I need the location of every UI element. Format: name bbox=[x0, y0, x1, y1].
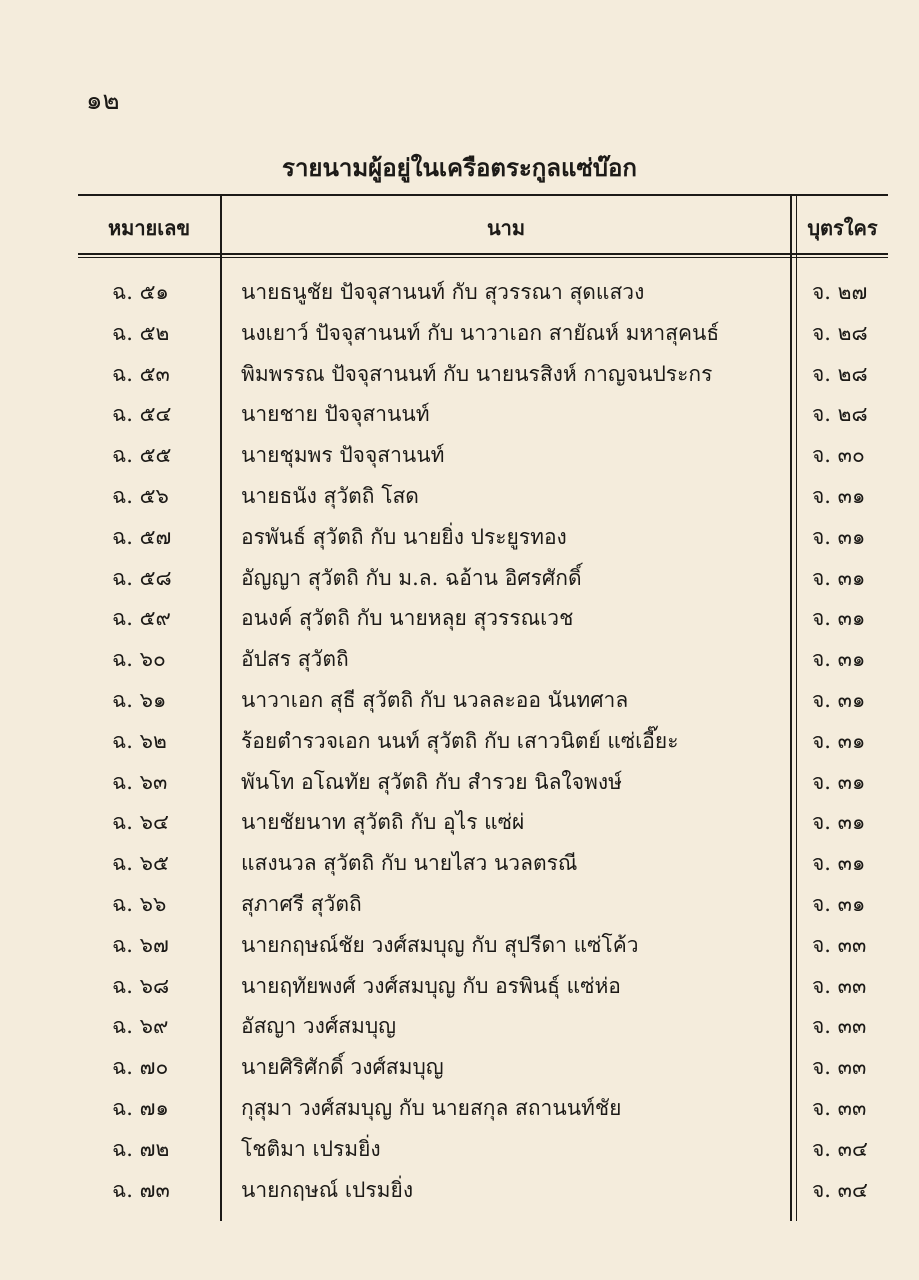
row-parent: จ. ๓๓ bbox=[812, 1014, 867, 1039]
row-code: ฉ. ๗๓ bbox=[112, 1177, 170, 1202]
row-parent: จ. ๓๑ bbox=[812, 524, 866, 549]
row-parent: จ. ๓๓ bbox=[812, 932, 867, 957]
row-code: ฉ. ๖๕ bbox=[112, 851, 169, 876]
row-name: พิมพรรณ ปัจจุสานนท์ กับ นายนรสิงห์ กาญจนประกร bbox=[241, 361, 713, 386]
table-header-rule-secondary bbox=[78, 257, 888, 258]
table-row bbox=[0, 1088, 919, 1129]
row-name: นายกฤษณ์ เปรมยิ่ง bbox=[241, 1177, 414, 1202]
table-row bbox=[0, 884, 919, 925]
row-name: นายธนูชัย ปัจจุสานนท์ กับ สุวรรณา สุดแสวง bbox=[241, 280, 645, 304]
table-body bbox=[0, 272, 919, 1210]
row-name: นายชัยนาท สุวัตถิ กับ อุไร แซ่ผ่ bbox=[241, 810, 525, 835]
row-code: ฉ. ๗๒ bbox=[112, 1136, 170, 1161]
table-row bbox=[0, 476, 919, 517]
table-row bbox=[0, 843, 919, 884]
row-parent: จ. ๒๘ bbox=[812, 320, 868, 345]
row-name: สุภาศรี สุวัตถิ bbox=[241, 891, 362, 916]
row-parent: จ. ๓๑ bbox=[812, 810, 866, 835]
row-code: ฉ. ๕๑ bbox=[112, 280, 169, 304]
row-name: นายกฤษณ์ชัย วงศ์สมบุญ กับ สุปรีดา แซ่โค้ว bbox=[241, 932, 639, 957]
row-parent: จ. ๓๐ bbox=[812, 443, 865, 468]
table-row bbox=[0, 1170, 919, 1211]
row-parent: จ. ๓๑ bbox=[812, 565, 866, 590]
row-name: อัปสร สุวัตถิ bbox=[241, 647, 349, 672]
row-code: ฉ. ๖๖ bbox=[112, 891, 167, 916]
row-parent: จ. ๒๘ bbox=[812, 402, 868, 427]
row-name: โชติมา เปรมยิ่ง bbox=[241, 1136, 381, 1161]
row-parent: จ. ๓๔ bbox=[812, 1136, 868, 1161]
table-row bbox=[0, 272, 919, 313]
row-parent: จ. ๓๓ bbox=[812, 1095, 867, 1120]
row-name: นาวาเอก สุธี สุวัตถิ กับ นวลละออ นันทศาล bbox=[241, 687, 629, 712]
row-name: นายธนัง สุวัตถิ โสด bbox=[241, 483, 419, 508]
row-code: ฉ. ๕๒ bbox=[112, 320, 170, 345]
page-title: รายนามผู้อยู่ในเครือตระกูลแซ่บ๊อก bbox=[282, 153, 637, 182]
table-row bbox=[0, 558, 919, 599]
row-code: ฉ. ๖๘ bbox=[112, 973, 170, 998]
row-parent: จ. ๓๑ bbox=[812, 687, 866, 712]
column-header-code: หมายเลข bbox=[107, 216, 191, 240]
row-name: แสงนวล สุวัตถิ กับ นายไสว นวลตรณี bbox=[241, 851, 578, 876]
table-row bbox=[0, 680, 919, 721]
table-row bbox=[0, 639, 919, 680]
row-parent: จ. ๓๔ bbox=[812, 1177, 868, 1202]
table-row bbox=[0, 1006, 919, 1047]
row-code: ฉ. ๕๘ bbox=[112, 565, 172, 590]
row-parent: จ. ๓๑ bbox=[812, 851, 866, 876]
row-name: นายชุมพร ปัจจุสานนท์ bbox=[241, 443, 445, 468]
row-parent: จ. ๓๓ bbox=[812, 973, 867, 998]
row-parent: จ. ๒๘ bbox=[812, 361, 868, 386]
table-row bbox=[0, 1047, 919, 1088]
table-row bbox=[0, 966, 919, 1007]
page-number: ๑๒ bbox=[86, 86, 120, 116]
row-code: ฉ. ๕๓ bbox=[112, 361, 170, 386]
row-name: อรพันธ์ สุวัตถิ กับ นายยิ่ง ประยูรทอง bbox=[241, 524, 567, 549]
table-row bbox=[0, 762, 919, 803]
row-code: ฉ. ๗๑ bbox=[112, 1095, 169, 1120]
row-name: นายศิริศักดิ์ วงศ์สมบุญ bbox=[241, 1055, 444, 1080]
table-row bbox=[0, 313, 919, 354]
table-header-rule bbox=[78, 253, 888, 255]
row-parent: จ. ๓๑ bbox=[812, 606, 866, 631]
row-parent: จ. ๓๑ bbox=[812, 728, 866, 753]
row-name: อัสญา วงศ์สมบุญ bbox=[241, 1014, 397, 1039]
row-code: ฉ. ๖๗ bbox=[112, 932, 169, 957]
row-name: อัญญา สุวัตถิ กับ ม.ล. ฉอ้าน อิศรศักดิ์ bbox=[241, 565, 582, 590]
table-row bbox=[0, 354, 919, 395]
row-parent: จ. ๓๑ bbox=[812, 769, 866, 794]
row-name: นายชาย ปัจจุสานนท์ bbox=[241, 402, 430, 427]
row-parent: จ. ๒๗ bbox=[812, 280, 868, 304]
row-name: นายฤทัยพงศ์ วงศ์สมบุญ กับ อรพินธุ์ แซ่ห่อ bbox=[241, 973, 621, 998]
table-row bbox=[0, 1129, 919, 1170]
table-row bbox=[0, 802, 919, 843]
table-row bbox=[0, 517, 919, 558]
row-code: ฉ. ๕๔ bbox=[112, 402, 172, 427]
row-parent: จ. ๓๑ bbox=[812, 483, 866, 508]
row-code: ฉ. ๖๓ bbox=[112, 769, 168, 794]
row-code: ฉ. ๖๔ bbox=[112, 810, 169, 835]
row-name: อนงค์ สุวัตถิ กับ นายหลุย สุวรรณเวช bbox=[241, 606, 574, 631]
row-parent: จ. ๓๑ bbox=[812, 891, 866, 916]
row-code: ฉ. ๕๕ bbox=[112, 443, 172, 468]
row-code: ฉ. ๖๐ bbox=[112, 647, 166, 672]
row-code: ฉ. ๖๑ bbox=[112, 687, 167, 712]
row-name: นงเยาว์ ปัจจุสานนท์ กับ นาวาเอก สายัณห์ มหาสุคนธ์ bbox=[241, 320, 720, 345]
column-header-parent: บุตรใคร bbox=[807, 216, 878, 240]
table-row bbox=[0, 598, 919, 639]
row-parent: จ. ๓๓ bbox=[812, 1055, 867, 1080]
table-row bbox=[0, 394, 919, 435]
table-top-rule bbox=[78, 194, 888, 196]
table-row bbox=[0, 435, 919, 476]
row-code: ฉ. ๗๐ bbox=[112, 1055, 169, 1080]
row-code: ฉ. ๖๙ bbox=[112, 1014, 169, 1039]
row-code: ฉ. ๕๙ bbox=[112, 606, 171, 631]
row-code: ฉ. ๕๗ bbox=[112, 524, 172, 549]
row-name: ร้อยตำรวจเอก นนท์ สุวัตถิ กับ เสาวนิตย์ แซ่เอี๊ยะ bbox=[241, 728, 679, 753]
row-code: ฉ. ๕๖ bbox=[112, 483, 169, 508]
row-code: ฉ. ๖๒ bbox=[112, 728, 167, 753]
table-row bbox=[0, 721, 919, 762]
row-name: พันโท อโณทัย สุวัตถิ กับ สำรวย นิลใจพงษ์ bbox=[241, 769, 622, 794]
row-parent: จ. ๓๑ bbox=[812, 647, 866, 672]
row-name: กุสุมา วงศ์สมบุญ กับ นายสกุล สถานนท์ชัย bbox=[241, 1095, 622, 1120]
column-header-name: นาม bbox=[486, 216, 526, 240]
table-row bbox=[0, 925, 919, 966]
